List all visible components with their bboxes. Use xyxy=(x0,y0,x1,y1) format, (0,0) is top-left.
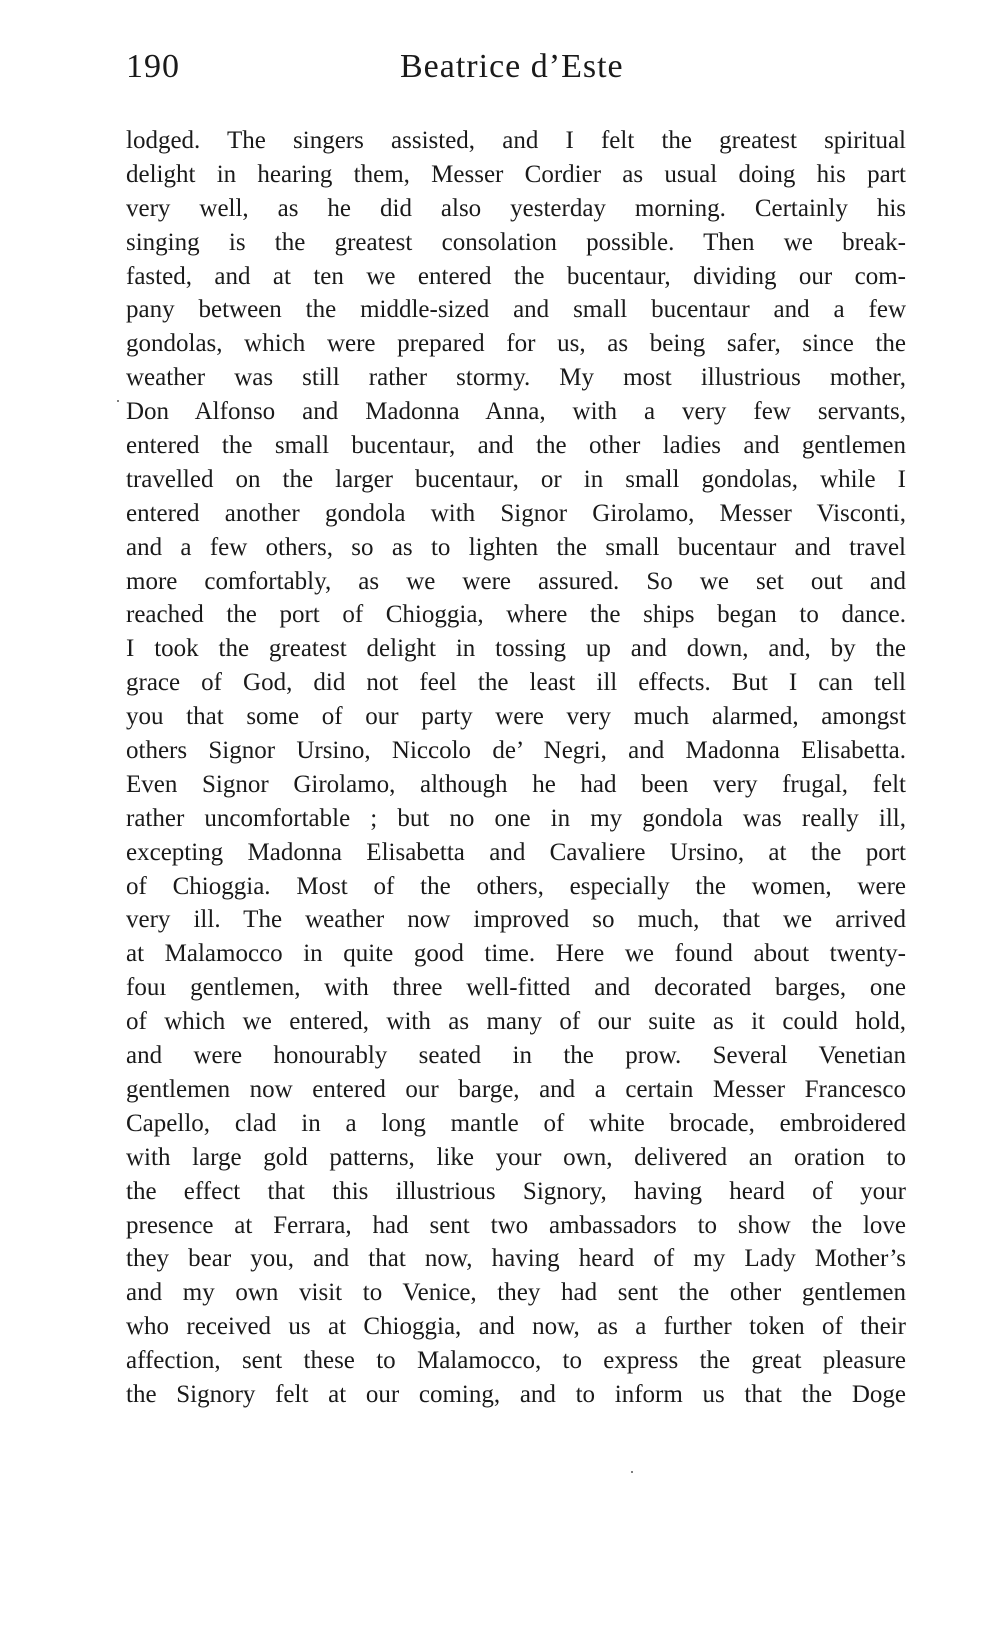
text-line: I took the greatest delight in tossing up and down, and, by the xyxy=(126,635,906,663)
text-line: you that some of our party were very much alarmed, amongst xyxy=(126,703,906,731)
text-line: and a few others, so as to lighten the small bucentaur and travel xyxy=(126,533,906,561)
text-line: fasted, and at ten we entered the bucentaur, dividing our com- xyxy=(126,262,906,290)
text-line: gentlemen now entered our barge, and a certain Messer Francesco xyxy=(126,1075,906,1103)
text-line: at Malamocco in quite good time. Here we found about twenty- xyxy=(126,940,906,968)
text-line: others Signor Ursino, Niccolo de’ Negri, and Madonna Elisabetta. xyxy=(126,737,906,765)
text-line: affection, sent these to Malamocco, to express the great pleasure xyxy=(126,1347,906,1375)
running-head xyxy=(126,48,906,98)
text-line: very well, as he did also yesterday morning. Certainly his xyxy=(126,194,906,222)
text-line: the effect that this illustrious Signory, having heard of your xyxy=(126,1177,906,1205)
text-line: the Signory felt at our coming, and to inform us that the Doge xyxy=(126,1380,906,1408)
text-line: entered the small bucentaur, and the other ladies and gentlemen xyxy=(126,432,906,460)
text-line: gondolas, which were prepared for us, as being safer, since the xyxy=(126,330,906,358)
body-text xyxy=(126,124,906,1412)
text-line: very ill. The weather now improved so much, that we arrived xyxy=(126,906,906,934)
text-line: singing is the greatest consolation possible. Then we break- xyxy=(126,228,906,256)
text-line: Even Signor Girolamo, although he had been very frugal, felt xyxy=(126,770,906,798)
text-line: fouı gentlemen, with three well-fitted and decorated barges, one xyxy=(126,974,906,1002)
text-line: of which we entered, with as many of our suite as it could hold, xyxy=(126,1008,906,1036)
text-line: pany between the middle-sized and small bucentaur and a few xyxy=(126,296,906,324)
text-line: who received us at Chioggia, and now, as a further token of their xyxy=(126,1313,906,1341)
text-line: Don Alfonso and Madonna Anna, with a very few servants, xyxy=(126,398,906,426)
text-line: they bear you, and that now, having heard of my Lady Mother’s xyxy=(126,1245,906,1273)
text-line: weather was still rather stormy. My most illustrious mother, xyxy=(126,364,906,392)
text-line: grace of God, did not feel the least ill effects. But I can tell xyxy=(126,669,906,697)
text-line: reached the port of Chioggia, where the ships began to dance. xyxy=(126,601,906,629)
scan-speck xyxy=(631,1471,633,1473)
text-line: and were honourably seated in the prow. Several Venetian xyxy=(126,1042,906,1070)
text-line: with large gold patterns, like your own, delivered an oration to xyxy=(126,1143,906,1171)
text-line: excepting Madonna Elisabetta and Cavaliere Ursino, at the port xyxy=(126,838,906,866)
text-line: presence at Ferrara, had sent two ambassadors to show the love xyxy=(126,1211,906,1239)
text-line: lodged. The singers assisted, and I felt the greatest spiritual xyxy=(126,127,906,154)
page-title: Beatrice d’Este xyxy=(400,48,624,85)
text-line: and my own visit to Venice, they had sent the other gentlemen xyxy=(126,1279,906,1307)
scan-speck xyxy=(117,400,119,402)
text-line: Capello, clad in a long mantle of white brocade, embroidered xyxy=(126,1109,906,1137)
page-number: 190 xyxy=(126,48,180,85)
text-line: rather uncomfortable ; but no one in my gondola was really ill, xyxy=(126,804,906,832)
text-line: travelled on the larger bucentaur, or in small gondolas, while I xyxy=(126,465,906,493)
text-line: of Chioggia. Most of the others, especially the women, were xyxy=(126,872,906,900)
text-line: delight in hearing them, Messer Cordier as usual doing his part xyxy=(126,160,906,188)
text-line: more comfortably, as we were assured. So we set out and xyxy=(126,567,906,595)
text-line: entered another gondola with Signor Girolamo, Messer Visconti, xyxy=(126,499,906,527)
